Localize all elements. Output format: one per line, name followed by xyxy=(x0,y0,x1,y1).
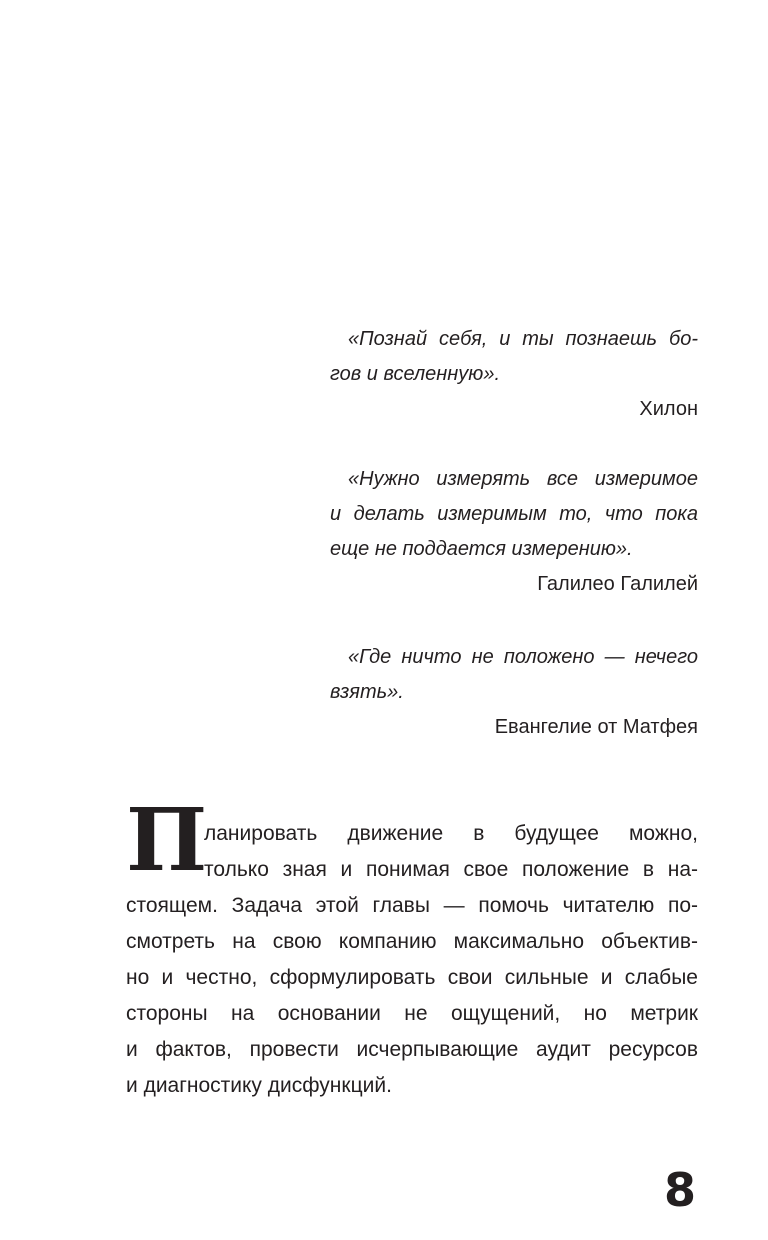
chapter-intro-paragraph xyxy=(126,816,698,1104)
paragraph-line-5: но и честно, сформулировать свои сильные и слабые xyxy=(126,966,698,989)
drop-cap: П xyxy=(126,790,208,891)
epigraph-2 xyxy=(330,462,698,601)
paragraph-line-1: ланировать движение в будущее можно, xyxy=(204,822,698,845)
epigraph-1-line-1: «Познай себя, и ты познаешь бо- xyxy=(348,328,698,350)
paragraph-line-3: стоящем. Задача этой главы — помочь читателю по- xyxy=(126,894,698,917)
paragraph-line-6: стороны на основании не ощущений, но метрик xyxy=(126,1002,698,1025)
paragraph-line-8: и диагностику дисфункций. xyxy=(126,1074,392,1097)
epigraph-3-line-2: взять». xyxy=(330,681,404,703)
epigraph-3-text xyxy=(330,640,698,710)
epigraph-3-author: Евангелие от Матфея xyxy=(494,716,698,738)
epigraph-2-line-3: еще не поддается измерению». xyxy=(330,538,633,560)
page-number: 8 xyxy=(663,1163,696,1217)
epigraph-2-author: Галилео Галилей xyxy=(537,573,698,595)
epigraph-1 xyxy=(330,322,698,426)
epigraph-3 xyxy=(330,640,698,744)
paragraph-line-7: и фактов, провести исчерпывающие аудит ресурсов xyxy=(126,1038,698,1061)
paragraph-line-4: смотреть на свою компанию максимально объектив- xyxy=(126,930,698,953)
epigraph-2-text xyxy=(330,462,698,567)
epigraph-1-line-2: гов и вселенную». xyxy=(330,363,501,385)
epigraph-1-text xyxy=(330,322,698,392)
epigraph-3-line-1: «Где ничто не положено — нечего xyxy=(348,646,698,668)
epigraph-2-line-1: «Нужно измерять все измеримое xyxy=(348,468,698,490)
paragraph-line-2: только зная и понимая свое положение в на- xyxy=(204,858,698,881)
epigraph-1-author: Хилон xyxy=(639,398,698,420)
epigraph-2-line-2: и делать измеримым то, что пока xyxy=(330,503,698,525)
